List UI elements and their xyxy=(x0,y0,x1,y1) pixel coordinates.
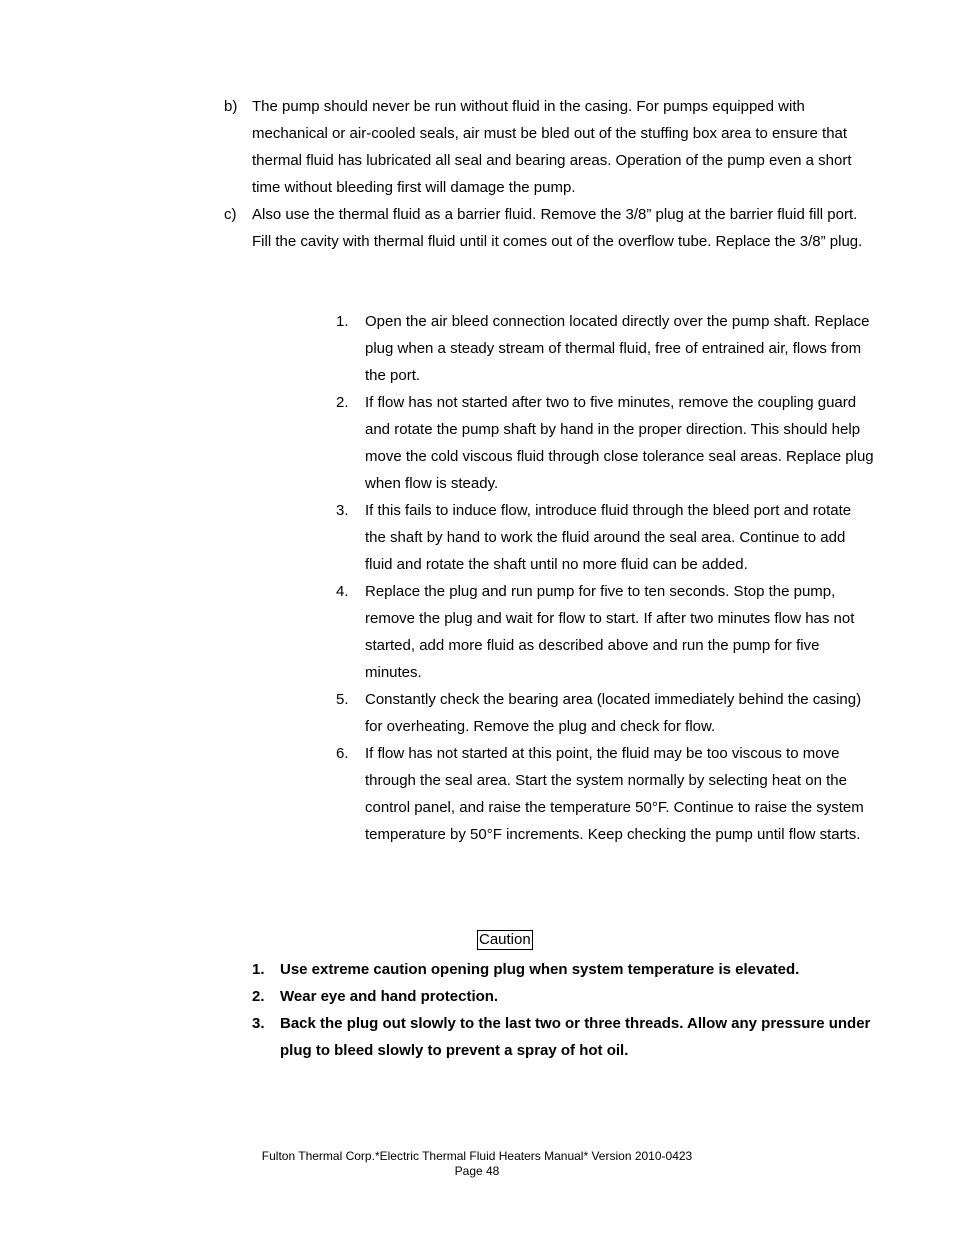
footer-page-number: Page 48 xyxy=(454,1164,500,1178)
caution-number: 3. xyxy=(252,1015,265,1032)
footer-document-title: Fulton Thermal Corp.*Electric Thermal Fluid Heaters Manual* Version 2010-0423 xyxy=(261,1149,693,1163)
numbered-steps-list xyxy=(336,308,876,848)
step-item-5 xyxy=(336,686,876,740)
step-item-2 xyxy=(336,389,876,497)
step-number: 1. xyxy=(336,313,349,330)
step-text: If flow has not started after two to five minutes, remove the coupling guard and rotate the pump shaft by hand in the proper direction. This should help move the cold viscous fluid through close tolerance seal areas. Replace plug when flow is steady. xyxy=(365,394,874,492)
caution-number: 1. xyxy=(252,961,265,978)
list-item-c xyxy=(224,201,874,255)
list-marker: b) xyxy=(224,98,238,115)
step-item-4 xyxy=(336,578,876,686)
list-marker: c) xyxy=(224,206,237,223)
list-item-text: Also use the thermal fluid as a barrier fluid. Remove the 3/8” plug at the barrier fluid fill port. Fill the cavity with thermal fluid until it comes out of the overflow tube. Replace the 3/8” plug. xyxy=(252,206,863,250)
step-number: 3. xyxy=(336,502,349,519)
list-item-b xyxy=(224,93,874,201)
lettered-list xyxy=(224,93,874,255)
caution-item-3 xyxy=(252,1010,872,1064)
step-text: Replace the plug and run pump for five to ten seconds. Stop the pump, remove the plug and wait for flow to start. If after two minutes flow has not started, add more fluid as described above and run the pump for five minutes. xyxy=(365,583,855,681)
step-item-3 xyxy=(336,497,876,578)
step-item-6 xyxy=(336,740,876,848)
step-item-1 xyxy=(336,308,876,389)
step-text: If flow has not started at this point, the fluid may be too viscous to move through the seal area. Start the system normally by selecting heat on the control panel, and raise the temperature 50°F. Continue to raise the system temperature by 50°F increments. Keep checking the pump until flow starts. xyxy=(365,745,864,843)
step-text: Constantly check the bearing area (located immediately behind the casing) for overheating. Remove the plug and check for flow. xyxy=(365,691,862,735)
list-item-text: The pump should never be run without fluid in the casing. For pumps equipped with mechanical or air-cooled seals, air must be bled out of the stuffing box area to ensure that thermal fluid has lubricated all seal and bearing areas. Operation of the pump even a short time without bleeding first will damage the pump. xyxy=(252,98,852,196)
step-text: If this fails to induce flow, introduce fluid through the bleed port and rotate the shaft by hand to work the fluid around the seal area. Continue to add fluid and rotate the shaft until no more fluid can be added. xyxy=(365,502,852,573)
caution-heading: Caution xyxy=(479,931,531,948)
caution-list xyxy=(252,956,872,1064)
caution-number: 2. xyxy=(252,988,265,1005)
step-number: 6. xyxy=(336,745,349,762)
caution-text: Wear eye and hand protection. xyxy=(280,988,499,1005)
step-number: 5. xyxy=(336,691,349,708)
caution-text: Back the plug out slowly to the last two or three threads. Allow any pressure under plug to bleed slowly to prevent a spray of hot oil. xyxy=(280,1015,871,1059)
caution-text: Use extreme caution opening plug when system temperature is elevated. xyxy=(280,961,800,978)
step-number: 4. xyxy=(336,583,349,600)
step-number: 2. xyxy=(336,394,349,411)
page-footer xyxy=(0,1149,954,1179)
caution-item-2 xyxy=(252,983,872,1010)
step-text: Open the air bleed connection located directly over the pump shaft. Replace plug when a steady stream of thermal fluid, free of entrained air, flows from the port. xyxy=(365,313,870,384)
caution-item-1 xyxy=(252,956,872,983)
